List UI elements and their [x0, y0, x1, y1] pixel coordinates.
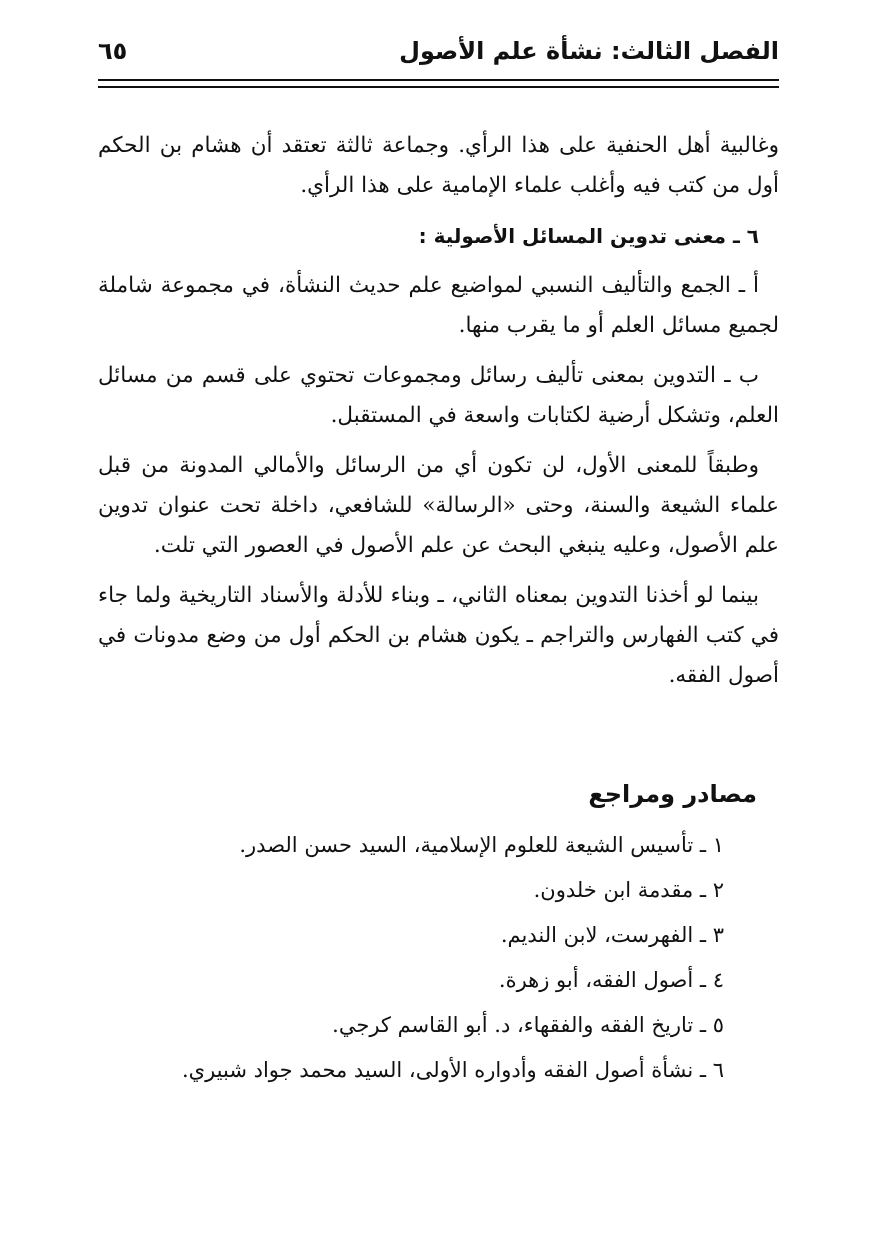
- list-item: ٦ ـ نشأة أصول الفقه وأدواره الأولى، السيد محمد جواد شبيري.: [181, 1058, 724, 1082]
- paragraph: أ ـ الجمع والتأليف النسبي لمواضيع علم حديث النشأة، في مجموعة شاملة لجميع مسائل العلم أو ما يقرب منها.: [98, 273, 779, 338]
- paragraph: بينما لو أخذنا التدوين بمعناه الثاني، ـ وبناء للأدلة والأسناد التاريخية ولما جاء في كتب الفهارس والتراجم ـ يكون هشام بن الحكم أول من وضع مدونات في أصول الفقه.: [98, 583, 779, 688]
- list-item: ٣ ـ الفهرست، لابن النديم.: [500, 923, 724, 947]
- paragraph: وغالبية أهل الحنفية على هذا الرأي. وجماعة ثالثة تعتقد أن هشام بن الحكم أول من كتب فيه وأغلب علماء الإمامية على هذا الرأي.: [98, 133, 779, 198]
- section-heading: ٦ ـ معنى تدوين المسائل الأصولية :: [418, 224, 759, 248]
- paragraph: ب ـ التدوين بمعنى تأليف رسائل ومجموعات تحتوي على قسم من مسائل العلم، وتشكل أرضية لكتابات واسعة في المستقبل.: [98, 363, 779, 428]
- list-item: ٥ ـ تاريخ الفقه والفقهاء، د. أبو القاسم كرجي.: [332, 1013, 724, 1037]
- main-text: [98, 126, 779, 706]
- sources-heading: مصادر ومراجع: [588, 780, 757, 808]
- header-rule-bottom: [98, 86, 779, 88]
- chapter-title: الفصل الثالث: نشأة علم الأصول: [399, 37, 779, 65]
- header-rule-top: [98, 79, 779, 81]
- page-number: ٦٥: [98, 37, 128, 65]
- list-item: ١ ـ تأسيس الشيعة للعلوم الإسلامية، السيد حسن الصدر.: [239, 833, 724, 857]
- running-header: [98, 30, 779, 74]
- paragraph: وطبقاً للمعنى الأول، لن تكون أي من الرسائل والأمالي المدونة من قبل علماء الشيعة والسنة، وحتى «الرسالة» للشافعي، داخلة تحت عنوان تدوين علم الأصول، وعليه ينبغي البحث عن علم الأصول في العصور التي تلت.: [98, 453, 779, 558]
- list-item: ٤ ـ أصول الفقه، أبو زهرة.: [498, 968, 724, 992]
- list-item: ٢ ـ مقدمة ابن خلدون.: [533, 878, 724, 902]
- sources-list: [98, 825, 724, 1095]
